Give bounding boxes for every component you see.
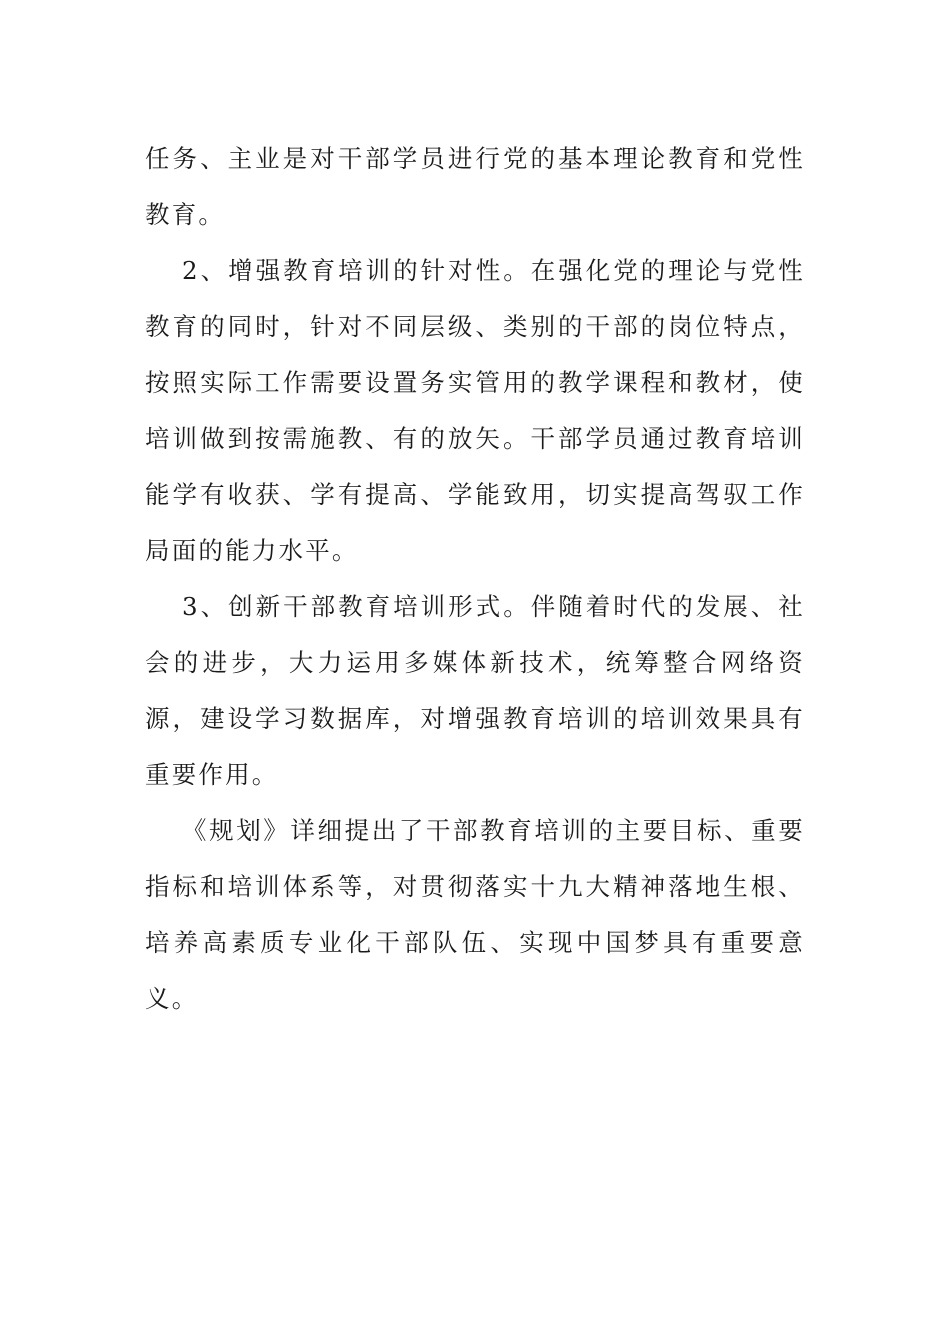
paragraph-item-2: 2、增强教育培训的针对性。在强化党的理论与党性教育的同时，针对不同层级、类别的干部的岗位特点，按照实际工作需要设置务实管用的教学课程和教材，使培训做到按需施教、有的放矢。干部学员通过教育培训能学有收获、学有提高、学能致用，切实提高驾驭工作局面的能力水平。 — [145, 256, 805, 565]
paragraph-conclusion: 《规划》详细提出了干部教育培训的主要目标、重要指标和培训体系等，对贯彻落实十九大精神落地生根、培养高素质专业化干部队伍、实现中国梦具有重要意义。 — [145, 816, 805, 1013]
document-body — [145, 131, 805, 1027]
paragraph-item-3: 3、创新干部教育培训形式。伴随着时代的发展、社会的进步，大力运用多媒体新技术，统筹整合网络资源，建设学习数据库，对增强教育培训的培训效果具有重要作用。 — [145, 592, 805, 789]
paragraph-continuation: 任务、主业是对干部学员进行党的基本理论教育和党性教育。 — [145, 144, 805, 229]
